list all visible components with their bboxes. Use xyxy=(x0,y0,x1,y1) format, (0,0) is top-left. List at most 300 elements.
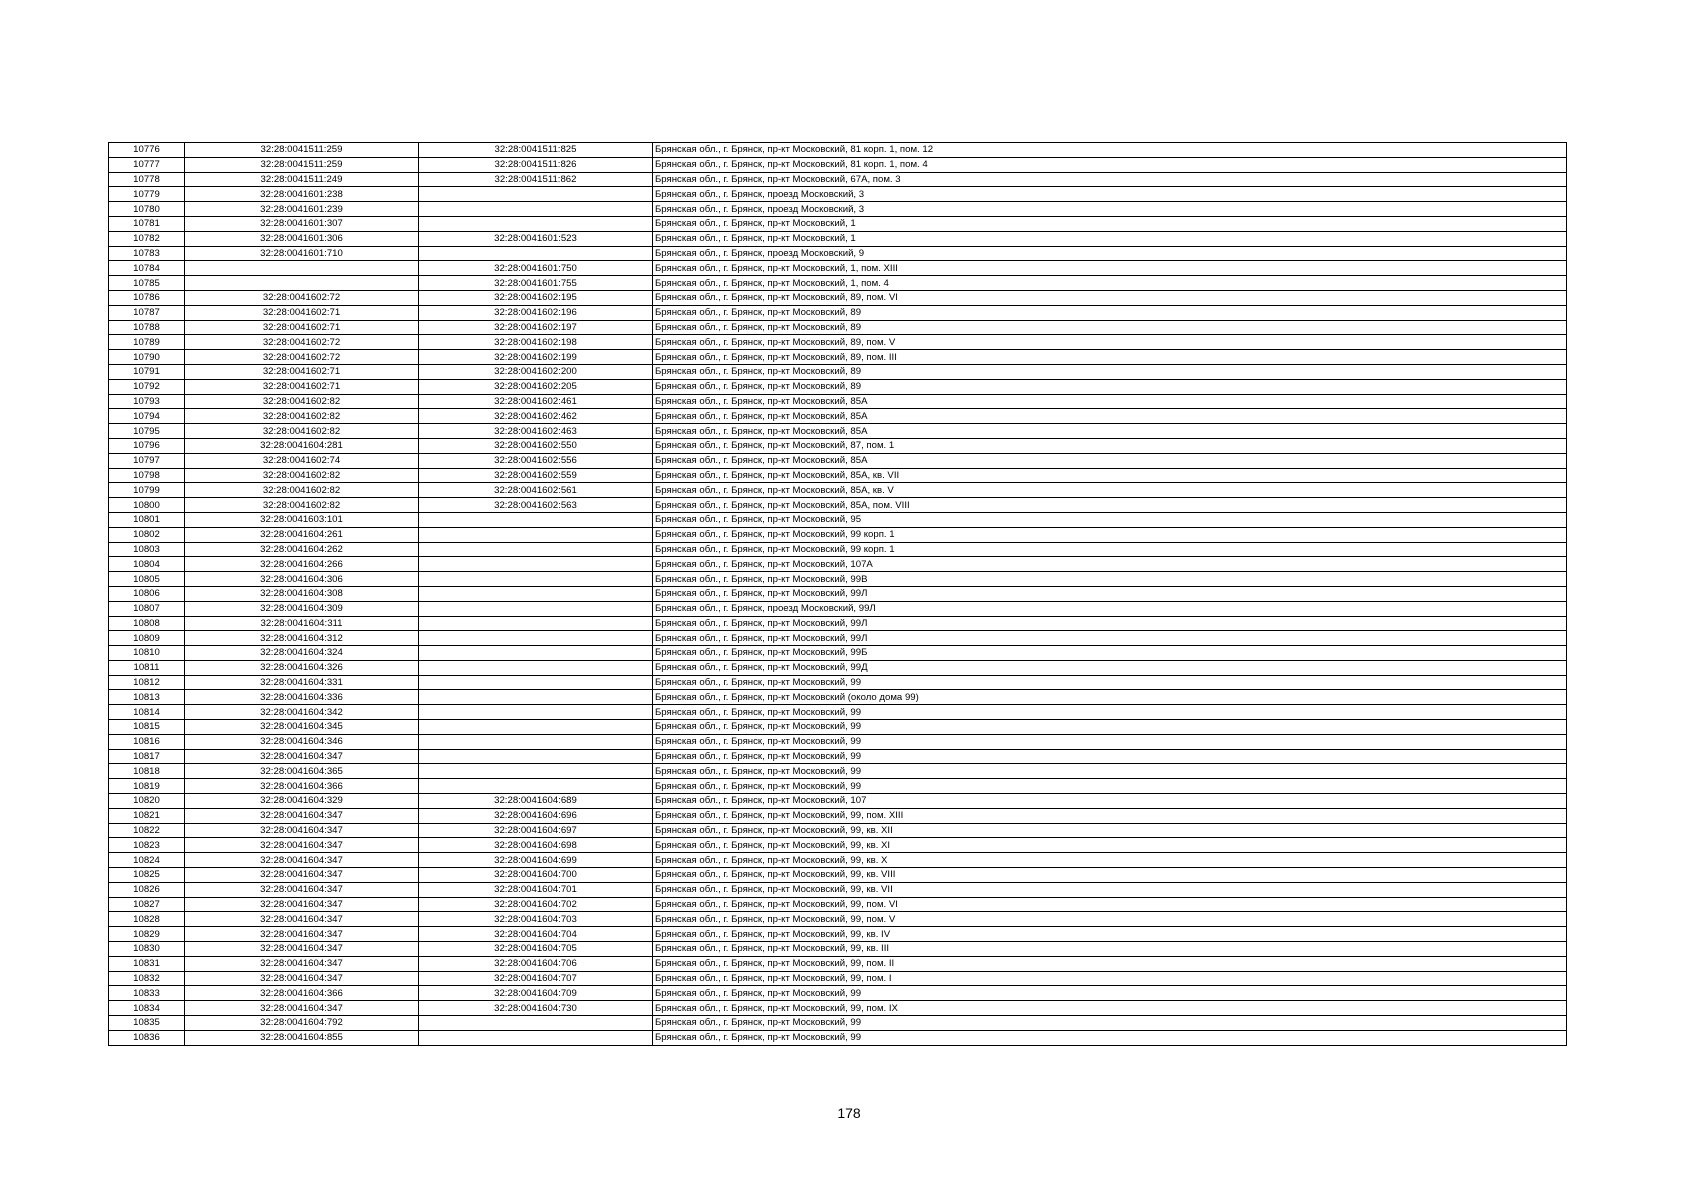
row-number-cell: 10812 xyxy=(109,675,185,690)
row-number-cell: 10819 xyxy=(109,779,185,794)
table-row xyxy=(109,424,1567,439)
address-cell: Брянская обл., г. Брянск, пр-кт Московский, 99Б xyxy=(653,646,1567,661)
cadastral-number-cell: 32:28:0041604:347 xyxy=(185,942,419,957)
object-cadastral-number-cell: 32:28:0041511:862 xyxy=(419,172,653,187)
table-row xyxy=(109,261,1567,276)
address-cell: Брянская обл., г. Брянск, пр-кт Московский, 99, кв. III xyxy=(653,942,1567,957)
address-cell: Брянская обл., г. Брянск, пр-кт Московский, 1 xyxy=(653,216,1567,231)
address-cell: Брянская обл., г. Брянск, пр-кт Московский, 99, кв. XI xyxy=(653,838,1567,853)
address-cell: Брянская обл., г. Брянск, пр-кт Московский, 99 xyxy=(653,779,1567,794)
table-row xyxy=(109,542,1567,557)
table-row xyxy=(109,601,1567,616)
table-row xyxy=(109,394,1567,409)
row-number-cell: 10834 xyxy=(109,1001,185,1016)
cadastral-number-cell: 32:28:0041602:74 xyxy=(185,453,419,468)
table-row xyxy=(109,720,1567,735)
row-number-cell: 10836 xyxy=(109,1030,185,1045)
object-cadastral-number-cell: 32:28:0041604:700 xyxy=(419,868,653,883)
object-cadastral-number-cell: 32:28:0041604:703 xyxy=(419,912,653,927)
address-cell: Брянская обл., г. Брянск, проезд Московский, 3 xyxy=(653,187,1567,202)
cadastral-number-cell xyxy=(185,261,419,276)
address-cell: Брянская обл., г. Брянск, пр-кт Московский (около дома 99) xyxy=(653,690,1567,705)
row-number-cell: 10779 xyxy=(109,187,185,202)
row-number-cell: 10789 xyxy=(109,335,185,350)
object-cadastral-number-cell xyxy=(419,586,653,601)
object-cadastral-number-cell xyxy=(419,216,653,231)
address-cell: Брянская обл., г. Брянск, пр-кт Московский, 89, пом. V xyxy=(653,335,1567,350)
cadastral-number-cell: 32:28:0041604:855 xyxy=(185,1030,419,1045)
cadastral-number-cell: 32:28:0041604:266 xyxy=(185,557,419,572)
object-cadastral-number-cell: 32:28:0041604:701 xyxy=(419,882,653,897)
cadastral-number-cell: 32:28:0041604:346 xyxy=(185,734,419,749)
cadastral-number-cell: 32:28:0041604:366 xyxy=(185,986,419,1001)
object-cadastral-number-cell: 32:28:0041604:709 xyxy=(419,986,653,1001)
row-number-cell: 10786 xyxy=(109,290,185,305)
object-cadastral-number-cell xyxy=(419,675,653,690)
table-row xyxy=(109,246,1567,261)
table-row xyxy=(109,498,1567,513)
address-cell: Брянская обл., г. Брянск, пр-кт Московский, 1, пом. 4 xyxy=(653,276,1567,291)
table-row xyxy=(109,734,1567,749)
address-cell: Брянская обл., г. Брянск, пр-кт Московский, 99 xyxy=(653,675,1567,690)
row-number-cell: 10796 xyxy=(109,438,185,453)
object-cadastral-number-cell: 32:28:0041604:730 xyxy=(419,1001,653,1016)
cadastral-number-cell: 32:28:0041602:82 xyxy=(185,498,419,513)
table-row xyxy=(109,897,1567,912)
object-cadastral-number-cell xyxy=(419,601,653,616)
table-row xyxy=(109,823,1567,838)
row-number-cell: 10788 xyxy=(109,320,185,335)
table-row xyxy=(109,868,1567,883)
address-cell: Брянская обл., г. Брянск, пр-кт Московский, 99Л xyxy=(653,631,1567,646)
object-cadastral-number-cell xyxy=(419,1030,653,1045)
row-number-cell: 10776 xyxy=(109,143,185,158)
cadastral-number-cell: 32:28:0041602:72 xyxy=(185,290,419,305)
object-cadastral-number-cell xyxy=(419,1016,653,1031)
address-cell: Брянская обл., г. Брянск, пр-кт Московский, 89 xyxy=(653,364,1567,379)
object-cadastral-number-cell xyxy=(419,557,653,572)
cadastral-number-cell: 32:28:0041511:259 xyxy=(185,157,419,172)
address-cell: Брянская обл., г. Брянск, пр-кт Московский, 99, пом. XIII xyxy=(653,808,1567,823)
table-row xyxy=(109,794,1567,809)
address-cell: Брянская обл., г. Брянск, пр-кт Московский, 99 xyxy=(653,734,1567,749)
cadastral-number-cell: 32:28:0041604:347 xyxy=(185,971,419,986)
address-cell: Брянская обл., г. Брянск, проезд Московский, 9 xyxy=(653,246,1567,261)
object-cadastral-number-cell xyxy=(419,660,653,675)
cadastral-number-cell: 32:28:0041604:329 xyxy=(185,794,419,809)
registry-table xyxy=(108,142,1567,1046)
object-cadastral-number-cell: 32:28:0041604:697 xyxy=(419,823,653,838)
cadastral-number-cell: 32:28:0041601:710 xyxy=(185,246,419,261)
object-cadastral-number-cell: 32:28:0041602:556 xyxy=(419,453,653,468)
table-row xyxy=(109,187,1567,202)
table-row xyxy=(109,320,1567,335)
address-cell: Брянская обл., г. Брянск, проезд Московский, 3 xyxy=(653,202,1567,217)
table-row xyxy=(109,986,1567,1001)
address-cell: Брянская обл., г. Брянск, пр-кт Московский, 99Л xyxy=(653,616,1567,631)
row-number-cell: 10794 xyxy=(109,409,185,424)
address-cell: Брянская обл., г. Брянск, пр-кт Московский, 99, пом. VI xyxy=(653,897,1567,912)
object-cadastral-number-cell xyxy=(419,749,653,764)
address-cell: Брянская обл., г. Брянск, пр-кт Московский, 99 xyxy=(653,705,1567,720)
row-number-cell: 10817 xyxy=(109,749,185,764)
object-cadastral-number-cell: 32:28:0041602:196 xyxy=(419,305,653,320)
object-cadastral-number-cell: 32:28:0041602:199 xyxy=(419,350,653,365)
cadastral-number-cell: 32:28:0041604:347 xyxy=(185,808,419,823)
row-number-cell: 10790 xyxy=(109,350,185,365)
cadastral-number-cell: 32:28:0041604:324 xyxy=(185,646,419,661)
table-row xyxy=(109,882,1567,897)
cadastral-number-cell: 32:28:0041602:71 xyxy=(185,364,419,379)
row-number-cell: 10809 xyxy=(109,631,185,646)
object-cadastral-number-cell xyxy=(419,512,653,527)
address-cell: Брянская обл., г. Брянск, пр-кт Московский, 81 корп. 1, пом. 12 xyxy=(653,143,1567,158)
object-cadastral-number-cell: 32:28:0041602:561 xyxy=(419,483,653,498)
row-number-cell: 10791 xyxy=(109,364,185,379)
table-row xyxy=(109,468,1567,483)
address-cell: Брянская обл., г. Брянск, пр-кт Московский, 99 корп. 1 xyxy=(653,527,1567,542)
row-number-cell: 10830 xyxy=(109,942,185,957)
cadastral-number-cell: 32:28:0041604:366 xyxy=(185,779,419,794)
table-row xyxy=(109,157,1567,172)
cadastral-number-cell: 32:28:0041602:71 xyxy=(185,379,419,394)
address-cell: Брянская обл., г. Брянск, пр-кт Московский, 99, пом. II xyxy=(653,956,1567,971)
address-cell: Брянская обл., г. Брянск, пр-кт Московский, 107А xyxy=(653,557,1567,572)
object-cadastral-number-cell xyxy=(419,572,653,587)
table-row xyxy=(109,276,1567,291)
address-cell: Брянская обл., г. Брянск, пр-кт Московский, 89 xyxy=(653,379,1567,394)
cadastral-number-cell: 32:28:0041601:307 xyxy=(185,216,419,231)
row-number-cell: 10824 xyxy=(109,853,185,868)
object-cadastral-number-cell xyxy=(419,646,653,661)
object-cadastral-number-cell xyxy=(419,734,653,749)
cadastral-number-cell: 32:28:0041601:238 xyxy=(185,187,419,202)
table-row xyxy=(109,942,1567,957)
table-row xyxy=(109,231,1567,246)
address-cell: Брянская обл., г. Брянск, пр-кт Московский, 99, пом. I xyxy=(653,971,1567,986)
table-row xyxy=(109,1030,1567,1045)
row-number-cell: 10781 xyxy=(109,216,185,231)
object-cadastral-number-cell: 32:28:0041604:702 xyxy=(419,897,653,912)
table-row xyxy=(109,527,1567,542)
cadastral-number-cell: 32:28:0041604:311 xyxy=(185,616,419,631)
table-row xyxy=(109,1016,1567,1031)
cadastral-number-cell: 32:28:0041604:342 xyxy=(185,705,419,720)
table-row xyxy=(109,749,1567,764)
cadastral-number-cell: 32:28:0041602:82 xyxy=(185,468,419,483)
table-row xyxy=(109,616,1567,631)
row-number-cell: 10835 xyxy=(109,1016,185,1031)
cadastral-number-cell: 32:28:0041602:71 xyxy=(185,305,419,320)
row-number-cell: 10831 xyxy=(109,956,185,971)
address-cell: Брянская обл., г. Брянск, пр-кт Московский, 99 xyxy=(653,720,1567,735)
row-number-cell: 10804 xyxy=(109,557,185,572)
row-number-cell: 10808 xyxy=(109,616,185,631)
cadastral-number-cell: 32:28:0041603:101 xyxy=(185,512,419,527)
table-row xyxy=(109,483,1567,498)
row-number-cell: 10826 xyxy=(109,882,185,897)
cadastral-number-cell: 32:28:0041604:326 xyxy=(185,660,419,675)
object-cadastral-number-cell xyxy=(419,705,653,720)
object-cadastral-number-cell: 32:28:0041602:550 xyxy=(419,438,653,453)
address-cell: Брянская обл., г. Брянск, пр-кт Московский, 85А xyxy=(653,453,1567,468)
cadastral-number-cell: 32:28:0041604:347 xyxy=(185,882,419,897)
cadastral-number-cell: 32:28:0041602:82 xyxy=(185,394,419,409)
cadastral-number-cell: 32:28:0041604:347 xyxy=(185,749,419,764)
cadastral-number-cell: 32:28:0041604:792 xyxy=(185,1016,419,1031)
table-row xyxy=(109,912,1567,927)
row-number-cell: 10800 xyxy=(109,498,185,513)
address-cell: Брянская обл., г. Брянск, пр-кт Московский, 99 xyxy=(653,986,1567,1001)
object-cadastral-number-cell: 32:28:0041604:704 xyxy=(419,927,653,942)
address-cell: Брянская обл., г. Брянск, пр-кт Московский, 81 корп. 1, пом. 4 xyxy=(653,157,1567,172)
table-row xyxy=(109,956,1567,971)
address-cell: Брянская обл., г. Брянск, пр-кт Московский, 85А, кв. VII xyxy=(653,468,1567,483)
table-row xyxy=(109,290,1567,305)
row-number-cell: 10816 xyxy=(109,734,185,749)
row-number-cell: 10820 xyxy=(109,794,185,809)
address-cell: Брянская обл., г. Брянск, пр-кт Московский, 85А, кв. V xyxy=(653,483,1567,498)
row-number-cell: 10823 xyxy=(109,838,185,853)
object-cadastral-number-cell: 32:28:0041511:825 xyxy=(419,143,653,158)
row-number-cell: 10797 xyxy=(109,453,185,468)
table-row xyxy=(109,764,1567,779)
row-number-cell: 10807 xyxy=(109,601,185,616)
page-number: 178 xyxy=(837,1105,861,1121)
address-cell: Брянская обл., г. Брянск, пр-кт Московский, 99 xyxy=(653,1030,1567,1045)
table-row xyxy=(109,971,1567,986)
cadastral-number-cell xyxy=(185,276,419,291)
row-number-cell: 10828 xyxy=(109,912,185,927)
address-cell: Брянская обл., г. Брянск, проезд Московский, 99Л xyxy=(653,601,1567,616)
object-cadastral-number-cell xyxy=(419,690,653,705)
row-number-cell: 10792 xyxy=(109,379,185,394)
row-number-cell: 10825 xyxy=(109,868,185,883)
table-row xyxy=(109,143,1567,158)
table-row xyxy=(109,350,1567,365)
object-cadastral-number-cell: 32:28:0041601:755 xyxy=(419,276,653,291)
cadastral-number-cell: 32:28:0041604:281 xyxy=(185,438,419,453)
address-cell: Брянская обл., г. Брянск, пр-кт Московский, 89, пом. VI xyxy=(653,290,1567,305)
table-row xyxy=(109,808,1567,823)
address-cell: Брянская обл., г. Брянск, пр-кт Московский, 99В xyxy=(653,572,1567,587)
cadastral-number-cell: 32:28:0041604:347 xyxy=(185,868,419,883)
table-row xyxy=(109,779,1567,794)
row-number-cell: 10795 xyxy=(109,424,185,439)
cadastral-number-cell: 32:28:0041604:345 xyxy=(185,720,419,735)
row-number-cell: 10815 xyxy=(109,720,185,735)
address-cell: Брянская обл., г. Брянск, пр-кт Московский, 99, пом. V xyxy=(653,912,1567,927)
object-cadastral-number-cell: 32:28:0041511:826 xyxy=(419,157,653,172)
address-cell: Брянская обл., г. Брянск, пр-кт Московский, 107 xyxy=(653,794,1567,809)
cadastral-number-cell: 32:28:0041604:347 xyxy=(185,897,419,912)
table-row xyxy=(109,631,1567,646)
cadastral-number-cell: 32:28:0041604:347 xyxy=(185,1001,419,1016)
row-number-cell: 10803 xyxy=(109,542,185,557)
address-cell: Брянская обл., г. Брянск, пр-кт Московский, 1, пом. XIII xyxy=(653,261,1567,276)
address-cell: Брянская обл., г. Брянск, пр-кт Московский, 89 xyxy=(653,305,1567,320)
row-number-cell: 10802 xyxy=(109,527,185,542)
table-row xyxy=(109,202,1567,217)
row-number-cell: 10829 xyxy=(109,927,185,942)
address-cell: Брянская обл., г. Брянск, пр-кт Московский, 99, кв. VII xyxy=(653,882,1567,897)
cadastral-number-cell: 32:28:0041604:308 xyxy=(185,586,419,601)
address-cell: Брянская обл., г. Брянск, пр-кт Московский, 85А xyxy=(653,424,1567,439)
object-cadastral-number-cell: 32:28:0041602:463 xyxy=(419,424,653,439)
address-cell: Брянская обл., г. Брянск, пр-кт Московский, 99, кв. XII xyxy=(653,823,1567,838)
address-cell: Брянская обл., г. Брянск, пр-кт Московский, 99 корп. 1 xyxy=(653,542,1567,557)
row-number-cell: 10801 xyxy=(109,512,185,527)
table-row xyxy=(109,512,1567,527)
cadastral-number-cell: 32:28:0041604:306 xyxy=(185,572,419,587)
cadastral-number-cell: 32:28:0041604:347 xyxy=(185,956,419,971)
row-number-cell: 10780 xyxy=(109,202,185,217)
cadastral-number-cell: 32:28:0041511:249 xyxy=(185,172,419,187)
row-number-cell: 10821 xyxy=(109,808,185,823)
cadastral-number-cell: 32:28:0041602:82 xyxy=(185,424,419,439)
address-cell: Брянская обл., г. Брянск, пр-кт Московский, 99Д xyxy=(653,660,1567,675)
row-number-cell: 10798 xyxy=(109,468,185,483)
cadastral-number-cell: 32:28:0041604:312 xyxy=(185,631,419,646)
cadastral-number-cell: 32:28:0041602:71 xyxy=(185,320,419,335)
table-row xyxy=(109,927,1567,942)
cadastral-number-cell: 32:28:0041604:331 xyxy=(185,675,419,690)
cadastral-number-cell: 32:28:0041604:309 xyxy=(185,601,419,616)
object-cadastral-number-cell xyxy=(419,542,653,557)
table-row xyxy=(109,675,1567,690)
table-row xyxy=(109,572,1567,587)
row-number-cell: 10818 xyxy=(109,764,185,779)
row-number-cell: 10782 xyxy=(109,231,185,246)
object-cadastral-number-cell: 32:28:0041604:699 xyxy=(419,853,653,868)
address-cell: Брянская обл., г. Брянск, пр-кт Московский, 99, кв. VIII xyxy=(653,868,1567,883)
object-cadastral-number-cell xyxy=(419,764,653,779)
row-number-cell: 10822 xyxy=(109,823,185,838)
object-cadastral-number-cell xyxy=(419,187,653,202)
address-cell: Брянская обл., г. Брянск, пр-кт Московский, 99, пом. IX xyxy=(653,1001,1567,1016)
table-row xyxy=(109,838,1567,853)
object-cadastral-number-cell: 32:28:0041602:461 xyxy=(419,394,653,409)
address-cell: Брянская обл., г. Брянск, пр-кт Московский, 99 xyxy=(653,749,1567,764)
address-cell: Брянская обл., г. Брянск, пр-кт Московский, 99 xyxy=(653,764,1567,779)
table-row xyxy=(109,335,1567,350)
address-cell: Брянская обл., г. Брянск, пр-кт Московский, 99 xyxy=(653,1016,1567,1031)
table-row xyxy=(109,453,1567,468)
table-row xyxy=(109,216,1567,231)
cadastral-number-cell: 32:28:0041511:259 xyxy=(185,143,419,158)
cadastral-number-cell: 32:28:0041602:72 xyxy=(185,350,419,365)
cadastral-number-cell: 32:28:0041601:239 xyxy=(185,202,419,217)
table-row xyxy=(109,660,1567,675)
object-cadastral-number-cell xyxy=(419,779,653,794)
object-cadastral-number-cell: 32:28:0041602:205 xyxy=(419,379,653,394)
object-cadastral-number-cell: 32:28:0041604:689 xyxy=(419,794,653,809)
cadastral-number-cell: 32:28:0041602:72 xyxy=(185,335,419,350)
object-cadastral-number-cell: 32:28:0041602:197 xyxy=(419,320,653,335)
row-number-cell: 10787 xyxy=(109,305,185,320)
address-cell: Брянская обл., г. Брянск, пр-кт Московский, 87, пом. 1 xyxy=(653,438,1567,453)
table-row xyxy=(109,364,1567,379)
table-row xyxy=(109,305,1567,320)
object-cadastral-number-cell: 32:28:0041604:696 xyxy=(419,808,653,823)
row-number-cell: 10783 xyxy=(109,246,185,261)
object-cadastral-number-cell: 32:28:0041602:462 xyxy=(419,409,653,424)
address-cell: Брянская обл., г. Брянск, пр-кт Московский, 85А xyxy=(653,394,1567,409)
object-cadastral-number-cell: 32:28:0041602:563 xyxy=(419,498,653,513)
table-row xyxy=(109,172,1567,187)
object-cadastral-number-cell: 32:28:0041602:559 xyxy=(419,468,653,483)
row-number-cell: 10827 xyxy=(109,897,185,912)
object-cadastral-number-cell xyxy=(419,720,653,735)
object-cadastral-number-cell xyxy=(419,631,653,646)
object-cadastral-number-cell: 32:28:0041604:706 xyxy=(419,956,653,971)
cadastral-number-cell: 32:28:0041604:347 xyxy=(185,838,419,853)
address-cell: Брянская обл., г. Брянск, пр-кт Московский, 99Л xyxy=(653,586,1567,601)
cadastral-number-cell: 32:28:0041604:347 xyxy=(185,912,419,927)
registry-table-body xyxy=(109,143,1567,1046)
cadastral-number-cell: 32:28:0041604:261 xyxy=(185,527,419,542)
object-cadastral-number-cell xyxy=(419,527,653,542)
cadastral-number-cell: 32:28:0041601:306 xyxy=(185,231,419,246)
row-number-cell: 10777 xyxy=(109,157,185,172)
table-row xyxy=(109,379,1567,394)
cadastral-number-cell: 32:28:0041604:336 xyxy=(185,690,419,705)
row-number-cell: 10814 xyxy=(109,705,185,720)
table-row xyxy=(109,438,1567,453)
object-cadastral-number-cell xyxy=(419,616,653,631)
row-number-cell: 10784 xyxy=(109,261,185,276)
cadastral-number-cell: 32:28:0041602:82 xyxy=(185,409,419,424)
cadastral-number-cell: 32:28:0041604:262 xyxy=(185,542,419,557)
address-cell: Брянская обл., г. Брянск, пр-кт Московский, 85А, пом. VIII xyxy=(653,498,1567,513)
address-cell: Брянская обл., г. Брянск, пр-кт Московский, 99, кв. IV xyxy=(653,927,1567,942)
row-number-cell: 10799 xyxy=(109,483,185,498)
row-number-cell: 10833 xyxy=(109,986,185,1001)
address-cell: Брянская обл., г. Брянск, пр-кт Московский, 89, пом. III xyxy=(653,350,1567,365)
row-number-cell: 10810 xyxy=(109,646,185,661)
cadastral-number-cell: 32:28:0041604:347 xyxy=(185,823,419,838)
object-cadastral-number-cell: 32:28:0041604:698 xyxy=(419,838,653,853)
row-number-cell: 10805 xyxy=(109,572,185,587)
object-cadastral-number-cell: 32:28:0041602:195 xyxy=(419,290,653,305)
table-row xyxy=(109,557,1567,572)
address-cell: Брянская обл., г. Брянск, пр-кт Московский, 95 xyxy=(653,512,1567,527)
object-cadastral-number-cell: 32:28:0041602:198 xyxy=(419,335,653,350)
address-cell: Брянская обл., г. Брянск, пр-кт Московский, 85А xyxy=(653,409,1567,424)
object-cadastral-number-cell: 32:28:0041604:705 xyxy=(419,942,653,957)
cadastral-number-cell: 32:28:0041604:347 xyxy=(185,927,419,942)
cadastral-number-cell: 32:28:0041604:365 xyxy=(185,764,419,779)
table-row xyxy=(109,690,1567,705)
table-row xyxy=(109,586,1567,601)
object-cadastral-number-cell: 32:28:0041602:200 xyxy=(419,364,653,379)
cadastral-number-cell: 32:28:0041602:82 xyxy=(185,483,419,498)
address-cell: Брянская обл., г. Брянск, пр-кт Московский, 67А, пом. 3 xyxy=(653,172,1567,187)
row-number-cell: 10793 xyxy=(109,394,185,409)
table-row xyxy=(109,1001,1567,1016)
row-number-cell: 10806 xyxy=(109,586,185,601)
address-cell: Брянская обл., г. Брянск, пр-кт Московский, 99, кв. X xyxy=(653,853,1567,868)
row-number-cell: 10811 xyxy=(109,660,185,675)
table-row xyxy=(109,705,1567,720)
object-cadastral-number-cell: 32:28:0041601:523 xyxy=(419,231,653,246)
cadastral-number-cell: 32:28:0041604:347 xyxy=(185,853,419,868)
object-cadastral-number-cell: 32:28:0041604:707 xyxy=(419,971,653,986)
address-cell: Брянская обл., г. Брянск, пр-кт Московский, 89 xyxy=(653,320,1567,335)
object-cadastral-number-cell: 32:28:0041601:750 xyxy=(419,261,653,276)
object-cadastral-number-cell xyxy=(419,202,653,217)
table-row xyxy=(109,853,1567,868)
